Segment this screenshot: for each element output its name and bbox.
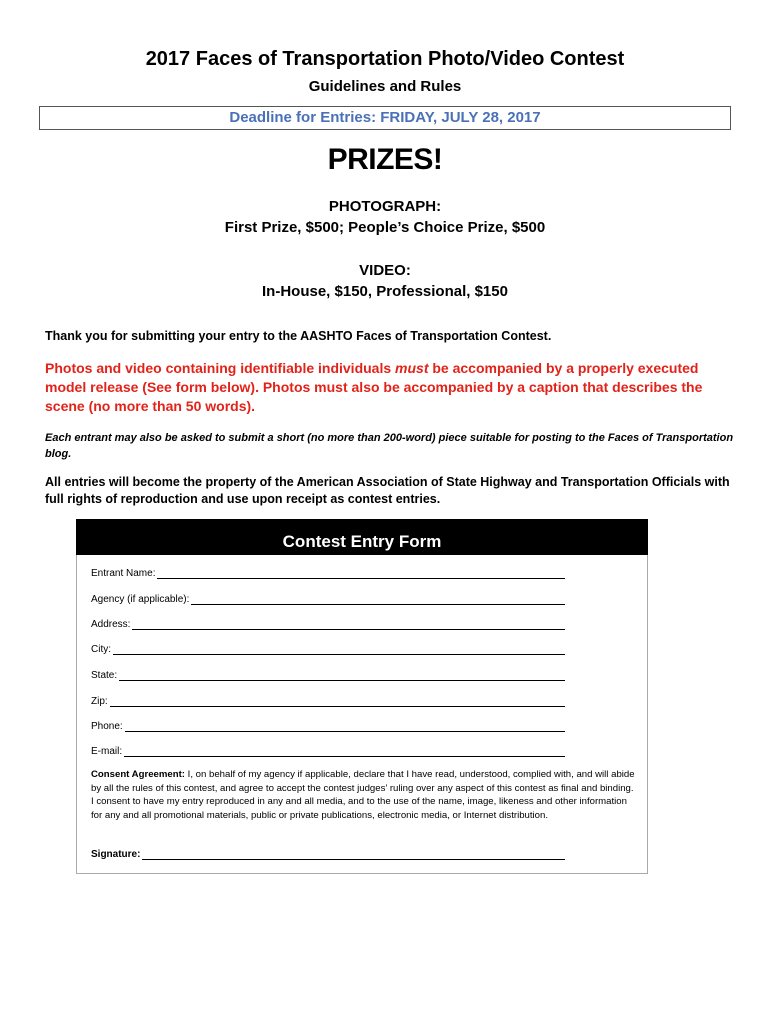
video-prize-label: VIDEO: (359, 262, 411, 279)
consent-label: Consent Agreement: (91, 769, 185, 780)
deadline-box (39, 106, 731, 130)
agency-field[interactable] (91, 591, 565, 605)
zip-field[interactable] (91, 693, 565, 707)
consent-text: I, on behalf of my agency if applicable, declare that I have read, understood, complied with, and will abide by all the rules of this contest, and agree to accept the contest judges’ ruling over any aspect of this contest as final and binding. I consent to have my entry reproduced in any and all media, and to the use of the name, image, likeness and other information for any and all promotional materials, public or private publications, electronic media, or Internet distribution. (91, 769, 635, 821)
signature-field[interactable] (91, 846, 565, 860)
page-title: 2017 Faces of Transportation Photo/Video Contest (145, 48, 625, 70)
release-text-part1: Photos and video containing identifiable individuals (45, 360, 396, 376)
phone-field[interactable] (91, 718, 565, 732)
photo-prize-details: First Prize, $500; People’s Choice Prize, $500 (224, 219, 546, 236)
release-requirement-paragraph (45, 359, 735, 416)
entry-line[interactable] (113, 644, 565, 655)
field-label: Agency (if applicable): (91, 594, 190, 605)
thanks-paragraph: Thank you for submitting your entry to the AASHTO Faces of Transportation Contest. (45, 329, 552, 343)
property-note-paragraph: All entries will become the property of the American Association of State Highway and Transportation Officials with full rights of reproduction and use upon receipt as contest entries. (45, 475, 730, 506)
page-subtitle: Guidelines and Rules (308, 78, 462, 95)
entry-line[interactable] (125, 721, 565, 732)
release-text-part2: be accompanied by a properly executed model release (See form below). Photos must also be accompanied by a caption that describes the scene (no more than 50 words). (45, 360, 703, 414)
photo-prize-label: PHOTOGRAPH: (328, 198, 442, 215)
entry-line[interactable] (191, 594, 565, 605)
entry-line[interactable] (124, 746, 565, 757)
field-label: City: (91, 644, 111, 655)
entry-line[interactable] (110, 696, 565, 707)
field-label: Zip: (91, 696, 108, 707)
entry-line[interactable] (119, 670, 565, 681)
entry-line[interactable] (157, 568, 565, 579)
address-field[interactable] (91, 616, 565, 630)
entry-form-title: Contest Entry Form (76, 519, 648, 555)
blog-note-paragraph: Each entrant may also be asked to submit a short (no more than 200-word) piece suitable for posting to the Faces of Transportation blog. (45, 432, 734, 460)
field-label: Phone: (91, 721, 123, 732)
consent-agreement (91, 768, 636, 822)
signature-label: Signature: (91, 849, 141, 860)
state-field[interactable] (91, 667, 565, 681)
video-prize-details: In-House, $150, Professional, $150 (262, 283, 508, 300)
entrant-name-field[interactable] (91, 565, 565, 579)
field-label: Address: (91, 619, 131, 630)
signature-line[interactable] (142, 849, 565, 860)
field-label: E-mail: (91, 746, 123, 757)
deadline-text: Deadline for Entries: FRIDAY, JULY 28, 2017 (229, 109, 541, 126)
field-label: State: (91, 670, 118, 681)
city-field[interactable] (91, 641, 565, 655)
email-field[interactable] (91, 743, 565, 757)
field-label: Entrant Name: (91, 568, 156, 579)
prizes-heading: PRIZES! (327, 143, 443, 176)
release-text-must: must (395, 360, 429, 376)
entry-line[interactable] (132, 619, 565, 630)
